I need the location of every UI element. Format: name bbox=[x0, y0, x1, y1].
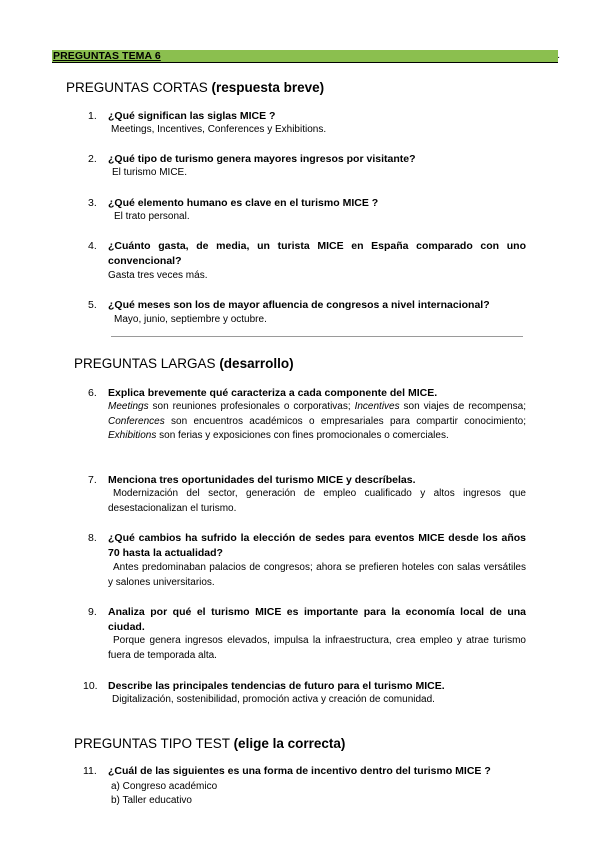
question-text: ¿Qué elemento humano es clave en el turismo MICE ? bbox=[108, 197, 379, 209]
question-text: Analiza por qué el turismo MICE es importante para la economía local de una ciudad. bbox=[108, 606, 526, 633]
question-text: ¿Qué tipo de turismo genera mayores ingresos por visitante? bbox=[108, 153, 416, 165]
answer-9: Porque genera ingresos elevados, impulsa la infraestructura, crea empleo y atrae turismo fuera de temporada alta. bbox=[108, 635, 526, 661]
question-number: 7. bbox=[88, 474, 97, 486]
answer-7: Modernización del sector, generación de empleo cualificado y altos ingresos que desestacionalizan el turismo. bbox=[108, 488, 526, 514]
answer-6-term-meetings: Meetings bbox=[108, 401, 149, 412]
section-divider bbox=[111, 336, 523, 337]
question-text: ¿Qué cambios ha sufrido la elección de sedes para eventos MICE desde los años 70 hasta la actualidad? bbox=[108, 532, 526, 559]
question-number: 6. bbox=[88, 387, 97, 399]
section-long-subtitle: (desarrollo) bbox=[219, 356, 294, 371]
section-long-title: PREGUNTAS LARGAS bbox=[74, 356, 216, 371]
question-number: 9. bbox=[88, 606, 97, 618]
question-number: 3. bbox=[88, 197, 97, 209]
section-short-title: PREGUNTAS CORTAS bbox=[66, 80, 208, 95]
section-short-subtitle: (respuesta breve) bbox=[211, 80, 325, 95]
question-number: 1. bbox=[88, 110, 97, 122]
section-test-title: PREGUNTAS TIPO TEST bbox=[74, 736, 230, 751]
page-header-title: PREGUNTAS TEMA 6 bbox=[53, 50, 161, 62]
answer-3: El trato personal. bbox=[114, 211, 190, 222]
page-header bbox=[52, 50, 558, 63]
question-text: ¿Cuál de las siguientes es una forma de incentivo dentro del turismo MICE ? bbox=[108, 765, 491, 777]
answer-6: Meetings son reuniones profesionales o corporativas; Incentives son viajes de recompensa; Conferences son encuentros académicos o empresariales para compartir conocimiento; Exhibitions son ferias y exposiciones con fines promocionales o comerciales. bbox=[108, 401, 526, 441]
question-text: Menciona tres oportunidades del turismo MICE y descríbelas. bbox=[108, 474, 416, 486]
answer-6-term-conferences: Conferences bbox=[108, 415, 165, 427]
answer-6-term-exhibitions: Exhibitions bbox=[108, 430, 157, 441]
question-text: ¿Qué significan las siglas MICE ? bbox=[108, 110, 276, 122]
answer-10: Digitalización, sostenibilidad, promoción activa y creación de comunidad. bbox=[112, 694, 435, 705]
question-text: ¿Qué meses son los de mayor afluencia de congresos a nivel internacional? bbox=[108, 299, 490, 311]
question-number: 11. bbox=[83, 765, 97, 777]
section-title-short bbox=[66, 80, 324, 96]
question-text: Describe las principales tendencias de futuro para el turismo MICE. bbox=[108, 680, 445, 692]
question-text: ¿Cuánto gasta, de media, un turista MICE en España comparado con uno convencional? bbox=[108, 240, 526, 267]
answer-8: Antes predominaban palacios de congresos; ahora se prefieren hoteles con salas versátiles y salones universitarios. bbox=[108, 562, 526, 588]
question-text: Explica brevemente qué caracteriza a cada componente del MICE. bbox=[108, 387, 438, 399]
section-test-subtitle: (elige la correcta) bbox=[233, 736, 346, 751]
question-number: 2. bbox=[88, 153, 97, 165]
option-b: b) Taller educativo bbox=[111, 795, 192, 806]
answer-6-term-incentives: Incentives bbox=[354, 401, 400, 412]
answer-2: El turismo MICE. bbox=[112, 167, 188, 178]
answer-5: Mayo, junio, septiembre y octubre. bbox=[114, 314, 267, 325]
question-number: 4. bbox=[88, 240, 97, 252]
section-title-long bbox=[74, 356, 294, 372]
option-a: a) Congreso académico bbox=[111, 781, 218, 792]
page-header-trailing: . bbox=[557, 50, 560, 61]
answer-4: Gasta tres veces más. bbox=[108, 270, 208, 281]
answer-1: Meetings, Incentives, Conferences y Exhibitions. bbox=[111, 124, 327, 135]
question-number: 10. bbox=[83, 680, 98, 692]
question-number: 8. bbox=[88, 532, 97, 544]
question-number: 5. bbox=[88, 299, 97, 311]
section-title-test bbox=[74, 736, 345, 752]
